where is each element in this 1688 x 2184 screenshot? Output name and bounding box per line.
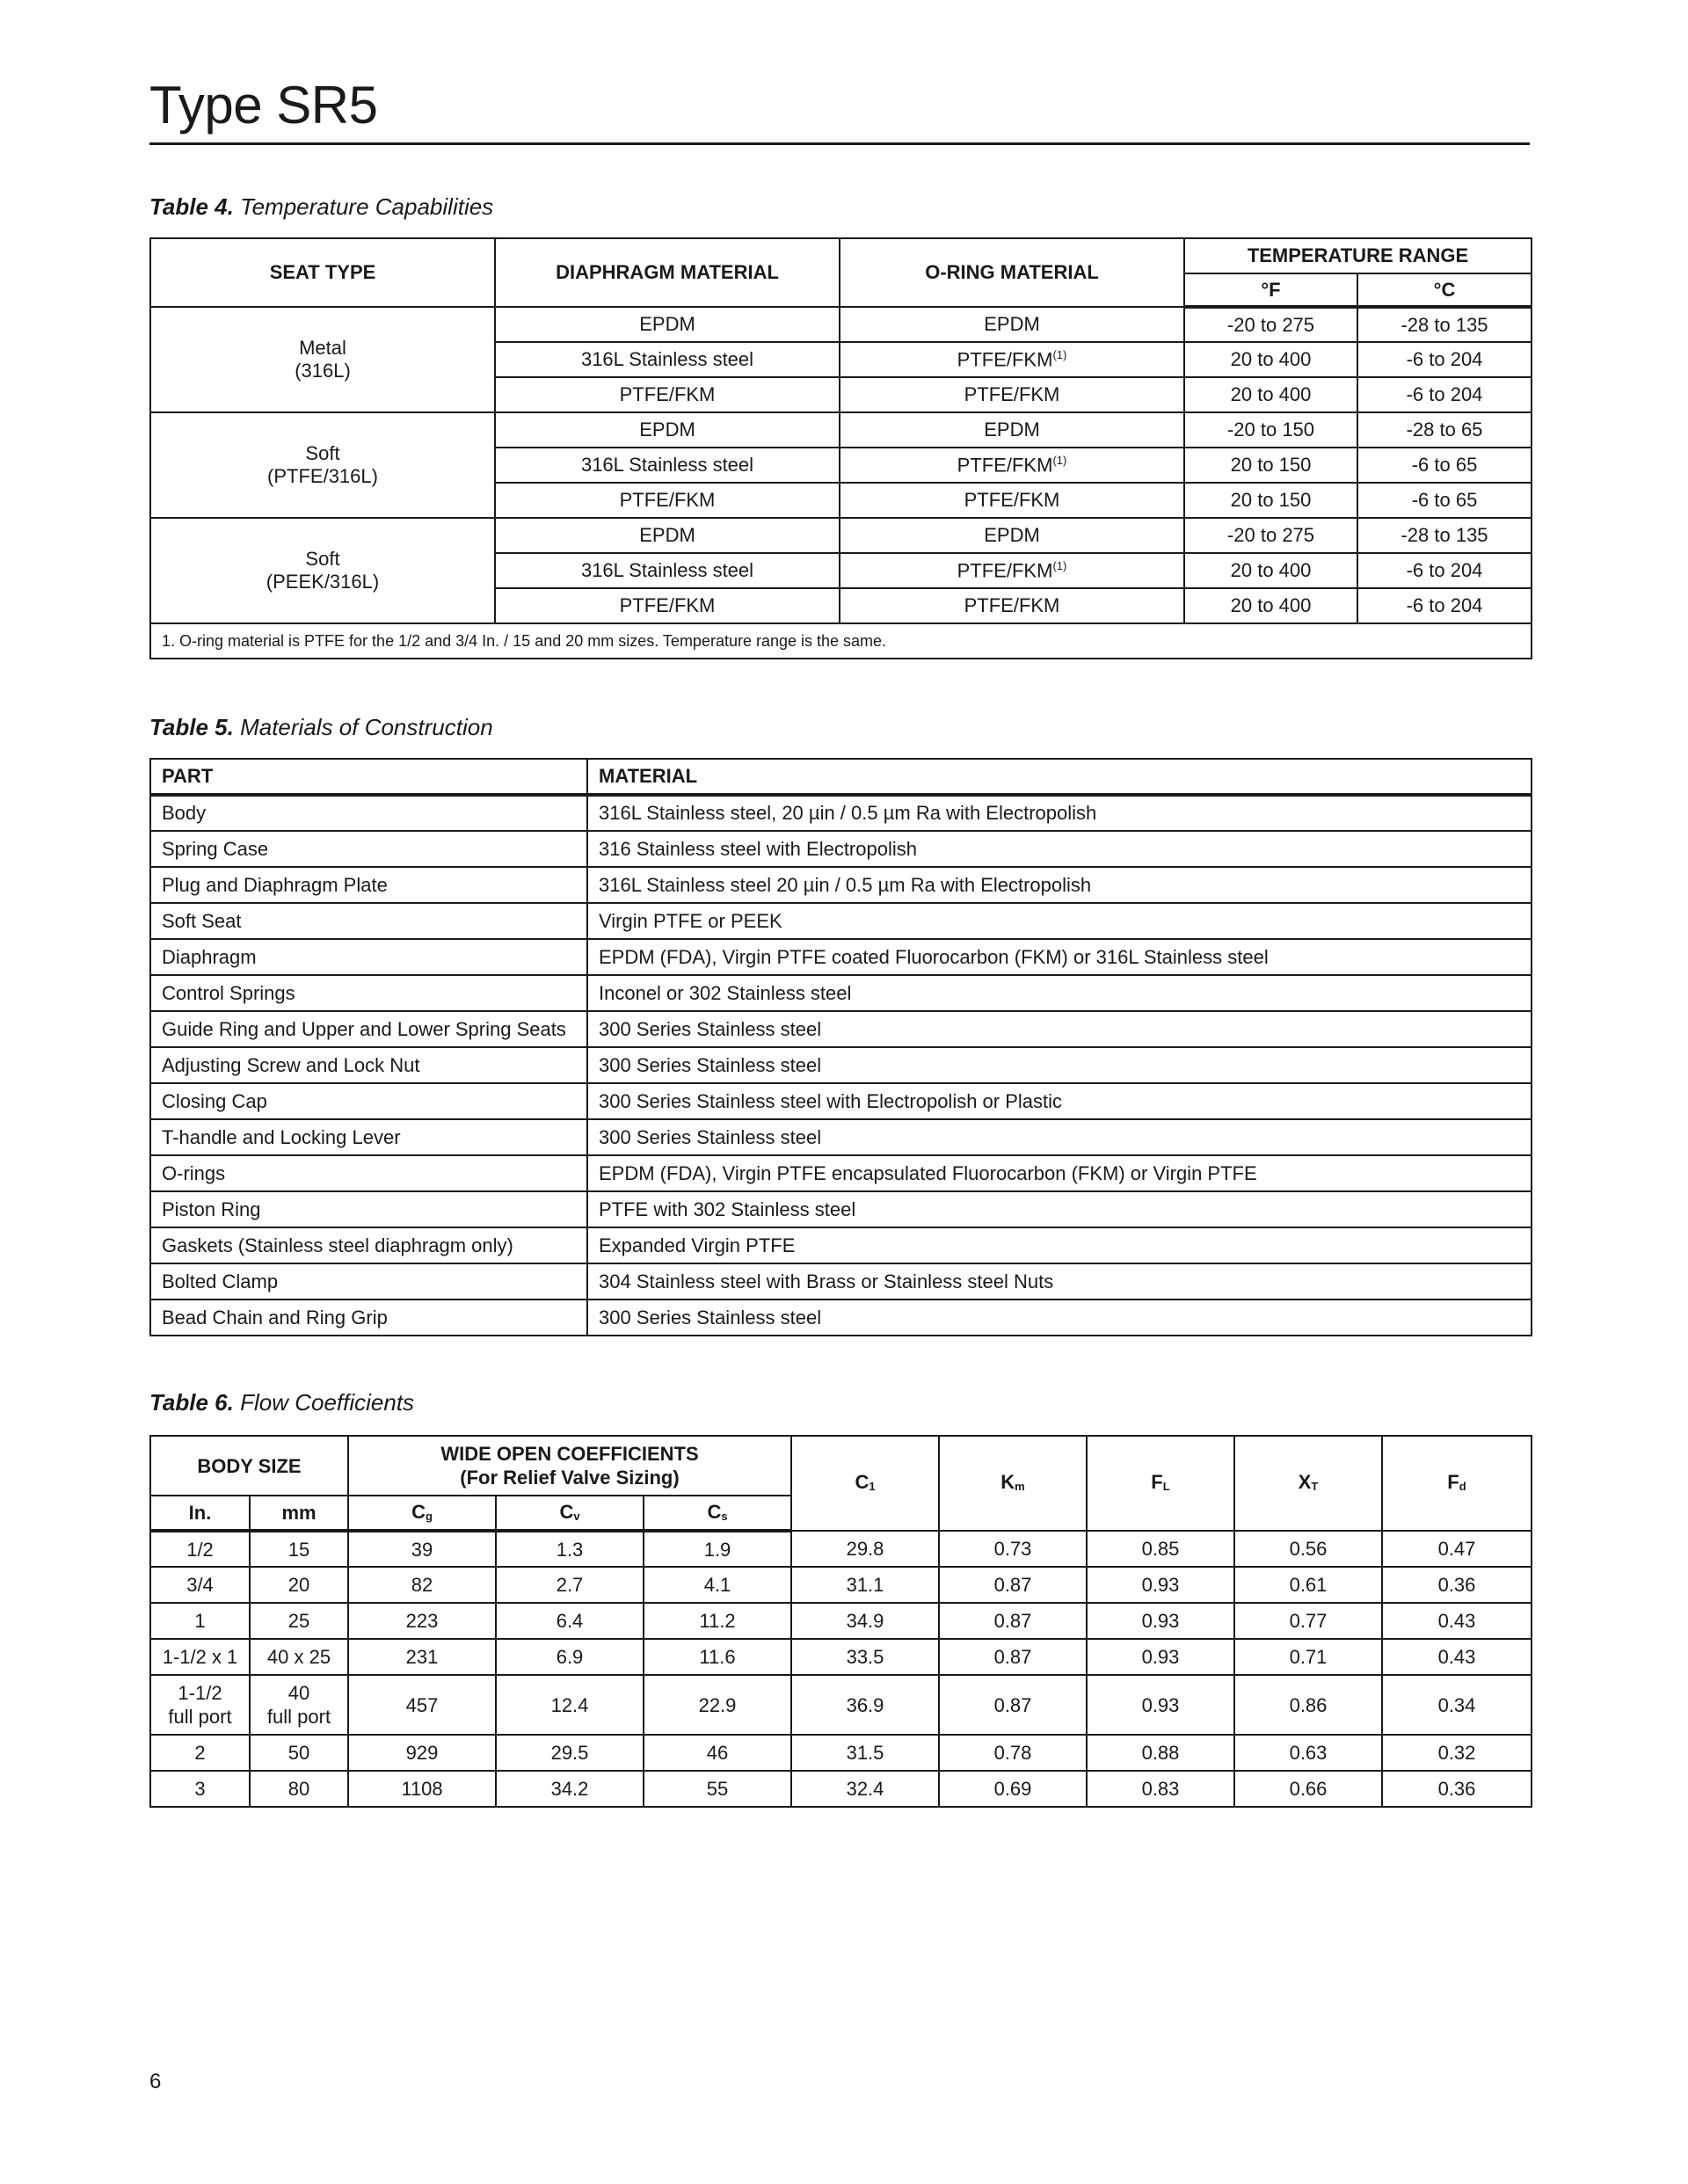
size-mm-line: 15 — [287, 1538, 310, 1561]
xt-cell: 0.71 — [1234, 1639, 1382, 1675]
table-row — [150, 1531, 1532, 1567]
size-in-cell — [150, 1735, 250, 1771]
size-in-line: 3 — [194, 1778, 206, 1800]
cs-cell: 22.9 — [644, 1675, 791, 1735]
cs-cell: 55 — [644, 1771, 791, 1807]
table-row — [150, 975, 1532, 1011]
header-temperature-range: TEMPERATURE RANGE — [1184, 238, 1532, 273]
part-cell: Guide Ring and Upper and Lower Spring Seats — [150, 1011, 587, 1047]
header-cg: $C_g$ — [348, 1496, 496, 1531]
xt-cell: 0.63 — [1234, 1735, 1382, 1771]
page-number: 6 — [149, 2070, 162, 2093]
part-cell: Diaphragm — [150, 939, 587, 975]
cv-cell: 12.4 — [496, 1675, 644, 1735]
temp-c-cell: -6 to 204 — [1357, 342, 1532, 377]
xt-cell: 0.86 — [1234, 1675, 1382, 1735]
part-cell: Control Springs — [150, 975, 587, 1011]
header-fl: $F_L$ — [1087, 1436, 1234, 1531]
oring-material-cell — [840, 483, 1184, 518]
oring-material: PTFE/FKM — [957, 454, 1053, 477]
material-cell: 300 Series Stainless steel — [587, 1011, 1532, 1047]
part-cell: T-handle and Locking Lever — [150, 1119, 587, 1155]
diaphragm-material-cell: 316L Stainless steel — [495, 553, 840, 588]
seat-type-line: (316L) — [295, 360, 351, 382]
header-km: $K_m$ — [939, 1436, 1087, 1531]
temp-c-cell: -6 to 204 — [1357, 377, 1532, 412]
size-in-cell — [150, 1603, 250, 1639]
table-row — [150, 831, 1532, 867]
seat-type-cell — [150, 412, 495, 518]
cs-cell: 11.6 — [644, 1639, 791, 1675]
header-in: In. — [150, 1496, 250, 1531]
header-material: MATERIAL — [587, 759, 1532, 795]
km-cell: 0.87 — [939, 1603, 1087, 1639]
header-body-size: BODY SIZE — [150, 1436, 348, 1496]
diaphragm-material-cell: PTFE/FKM — [495, 483, 840, 518]
header-c1: $C_1$ — [791, 1436, 939, 1531]
size-mm-line: 40 x 25 — [266, 1646, 331, 1668]
oring-material: PTFE/FKM — [957, 348, 1053, 371]
part-cell: Bead Chain and Ring Grip — [150, 1299, 587, 1336]
size-in-cell — [150, 1639, 250, 1675]
size-in-line: 1-1/2 — [178, 1682, 222, 1704]
size-mm-cell — [250, 1531, 348, 1567]
size-in-line: 2 — [194, 1742, 206, 1764]
km-cell: 0.73 — [939, 1531, 1087, 1567]
fl-cell: 0.93 — [1087, 1603, 1234, 1639]
cg-cell: 223 — [348, 1603, 496, 1639]
temp-c-cell: -6 to 65 — [1357, 483, 1532, 518]
oring-material: EPDM — [984, 313, 1040, 335]
size-in-line: full port — [168, 1706, 232, 1728]
temp-c-cell: -28 to 135 — [1357, 307, 1532, 342]
material-cell: 316 Stainless steel with Electropolish — [587, 831, 1532, 867]
diaphragm-material-cell: 316L Stainless steel — [495, 448, 840, 483]
table-row — [150, 903, 1532, 939]
footnote-row — [150, 623, 1532, 659]
material-cell: Expanded Virgin PTFE — [587, 1227, 1532, 1263]
temp-f-cell: -20 to 275 — [1184, 518, 1357, 553]
fl-cell: 0.85 — [1087, 1531, 1234, 1567]
seat-type-cell — [150, 307, 495, 412]
table-row — [150, 1675, 1532, 1735]
size-in-line: 1 — [194, 1610, 206, 1632]
table4-footnote: 1. O-ring material is PTFE for the 1/2 and 3/4 In. / 15 and 20 mm sizes. Temperature range is the same. — [150, 623, 1532, 659]
fl-cell: 0.93 — [1087, 1567, 1234, 1603]
xt-cell: 0.56 — [1234, 1531, 1382, 1567]
oring-material: PTFE/FKM — [957, 559, 1053, 582]
diaphragm-material-cell: EPDM — [495, 307, 840, 342]
oring-material: PTFE/FKM — [964, 489, 1060, 511]
size-mm-cell — [250, 1771, 348, 1807]
seat-type-line: (PTFE/316L) — [267, 465, 378, 487]
seat-type-line: (PEEK/316L) — [266, 571, 380, 593]
header-diaphragm-material: DIAPHRAGM MATERIAL — [495, 238, 840, 307]
diaphragm-material-cell: EPDM — [495, 518, 840, 553]
part-cell: Body — [150, 795, 587, 831]
table-row — [150, 1735, 1532, 1771]
table-row — [150, 1155, 1532, 1191]
oring-material-cell — [840, 448, 1184, 483]
table-row — [150, 518, 1532, 553]
header-celsius: °C — [1357, 273, 1532, 307]
fd-cell: 0.34 — [1382, 1675, 1532, 1735]
size-mm-cell — [250, 1567, 348, 1603]
temp-f-cell: 20 to 400 — [1184, 553, 1357, 588]
table-row — [150, 867, 1532, 903]
seat-type-line: Soft — [305, 442, 340, 464]
table-row — [150, 1263, 1532, 1299]
cv-cell: 2.7 — [496, 1567, 644, 1603]
km-cell: 0.87 — [939, 1639, 1087, 1675]
header-fd: $F_d$ — [1382, 1436, 1532, 1531]
table-row — [150, 307, 1532, 342]
part-cell: Bolted Clamp — [150, 1263, 587, 1299]
c1-cell: 32.4 — [791, 1771, 939, 1807]
oring-material: EPDM — [984, 419, 1040, 440]
table-row — [150, 1299, 1532, 1336]
header-cs: $C_s$ — [644, 1496, 791, 1531]
cs-cell: 11.2 — [644, 1603, 791, 1639]
cs-cell: 4.1 — [644, 1567, 791, 1603]
part-cell: O-rings — [150, 1155, 587, 1191]
km-cell: 0.78 — [939, 1735, 1087, 1771]
xt-cell: 0.66 — [1234, 1771, 1382, 1807]
oring-material-cell — [840, 412, 1184, 448]
fl-cell: 0.83 — [1087, 1771, 1234, 1807]
km-cell: 0.69 — [939, 1771, 1087, 1807]
material-cell: Virgin PTFE or PEEK — [587, 903, 1532, 939]
temperature-capabilities-table — [149, 237, 1532, 659]
material-cell: PTFE with 302 Stainless steel — [587, 1191, 1532, 1227]
header-cv: $C_v$ — [496, 1496, 644, 1531]
c1-cell: 31.1 — [791, 1567, 939, 1603]
fd-cell: 0.43 — [1382, 1639, 1532, 1675]
c1-cell: 31.5 — [791, 1735, 939, 1771]
oring-material: EPDM — [984, 524, 1040, 546]
c1-cell: 34.9 — [791, 1603, 939, 1639]
diaphragm-material-cell: 316L Stainless steel — [495, 342, 840, 377]
material-cell: 300 Series Stainless steel — [587, 1047, 1532, 1083]
header-wide-open-line2: (For Relief Valve Sizing) — [460, 1467, 680, 1489]
cv-cell: 29.5 — [496, 1735, 644, 1771]
cg-cell: 82 — [348, 1567, 496, 1603]
flow-coefficients-table — [149, 1435, 1532, 1808]
part-cell: Soft Seat — [150, 903, 587, 939]
material-cell: 300 Series Stainless steel with Electropolish or Plastic — [587, 1083, 1532, 1119]
part-cell: Closing Cap — [150, 1083, 587, 1119]
table-row — [150, 939, 1532, 975]
temp-c-cell: -28 to 135 — [1357, 518, 1532, 553]
part-cell: Piston Ring — [150, 1191, 587, 1227]
part-cell: Gaskets (Stainless steel diaphragm only) — [150, 1227, 587, 1263]
table-row — [150, 1227, 1532, 1263]
temp-f-cell: 20 to 150 — [1184, 448, 1357, 483]
cs-cell: 46 — [644, 1735, 791, 1771]
size-in-line: 1/2 — [186, 1538, 214, 1561]
table-row — [150, 1567, 1532, 1603]
seat-type-line: Soft — [305, 548, 340, 570]
header-wide-open-line1: WIDE OPEN COEFFICIENTS — [440, 1443, 699, 1465]
oring-material-cell — [840, 307, 1184, 342]
size-mm-cell — [250, 1639, 348, 1675]
part-cell: Spring Case — [150, 831, 587, 867]
material-cell: Inconel or 302 Stainless steel — [587, 975, 1532, 1011]
part-cell: Adjusting Screw and Lock Nut — [150, 1047, 587, 1083]
size-mm-line: 20 — [287, 1574, 310, 1596]
material-cell: 300 Series Stainless steel — [587, 1299, 1532, 1336]
km-cell: 0.87 — [939, 1675, 1087, 1735]
cg-cell: 457 — [348, 1675, 496, 1735]
temp-c-cell: -6 to 65 — [1357, 448, 1532, 483]
material-cell: EPDM (FDA), Virgin PTFE coated Fluorocarbon (FKM) or 316L Stainless steel — [587, 939, 1532, 975]
footnote-ref: (1) — [1052, 558, 1067, 572]
header-mm: mm — [250, 1496, 348, 1531]
table4-number: Table 4. — [149, 193, 234, 220]
size-mm-line: 25 — [287, 1610, 310, 1632]
table4-caption — [149, 193, 493, 220]
seat-type-cell — [150, 518, 495, 623]
size-mm-line: 50 — [287, 1742, 310, 1764]
table-row — [150, 1603, 1532, 1639]
table-row — [150, 1083, 1532, 1119]
size-mm-cell — [250, 1603, 348, 1639]
cg-cell: 1108 — [348, 1771, 496, 1807]
header-part: PART — [150, 759, 587, 795]
footnote-ref: (1) — [1052, 347, 1067, 361]
fl-cell: 0.88 — [1087, 1735, 1234, 1771]
material-cell: 316L Stainless steel 20 µin / 0.5 µm Ra with Electropolish — [587, 867, 1532, 903]
temp-f-cell: -20 to 150 — [1184, 412, 1357, 448]
material-cell: 304 Stainless steel with Brass or Stainless steel Nuts — [587, 1263, 1532, 1299]
part-cell: Plug and Diaphragm Plate — [150, 867, 587, 903]
table4-title: Temperature Capabilities — [240, 193, 494, 220]
size-in-line: 3/4 — [186, 1574, 214, 1596]
temp-f-cell: -20 to 275 — [1184, 307, 1357, 342]
page-header — [149, 77, 1530, 145]
table-row — [150, 412, 1532, 448]
fd-cell: 0.36 — [1382, 1567, 1532, 1603]
oring-material-cell — [840, 342, 1184, 377]
size-mm-cell — [250, 1675, 348, 1735]
cs-cell: 1.9 — [644, 1531, 791, 1567]
table-row — [150, 1119, 1532, 1155]
fl-cell: 0.93 — [1087, 1675, 1234, 1735]
header-xt: $X_T$ — [1234, 1436, 1382, 1531]
material-cell: 300 Series Stainless steel — [587, 1119, 1532, 1155]
cv-cell: 1.3 — [496, 1531, 644, 1567]
c1-cell: 36.9 — [791, 1675, 939, 1735]
cv-cell: 6.4 — [496, 1603, 644, 1639]
header-fahrenheit: °F — [1184, 273, 1357, 307]
table-row — [150, 1011, 1532, 1047]
temp-f-cell: 20 to 400 — [1184, 342, 1357, 377]
diaphragm-material-cell: EPDM — [495, 412, 840, 448]
fd-cell: 0.32 — [1382, 1735, 1532, 1771]
c1-cell: 29.8 — [791, 1531, 939, 1567]
cg-cell: 231 — [348, 1639, 496, 1675]
table6-caption — [149, 1389, 414, 1416]
table-row — [150, 795, 1532, 831]
table5-title: Materials of Construction — [240, 714, 493, 740]
km-cell: 0.87 — [939, 1567, 1087, 1603]
materials-of-construction-table — [149, 758, 1532, 1336]
size-in-cell — [150, 1771, 250, 1807]
table-row — [150, 1639, 1532, 1675]
oring-material-cell — [840, 377, 1184, 412]
size-in-cell — [150, 1531, 250, 1567]
temp-c-cell: -6 to 204 — [1357, 553, 1532, 588]
fd-cell: 0.47 — [1382, 1531, 1532, 1567]
material-cell: 316L Stainless steel, 20 µin / 0.5 µm Ra with Electropolish — [587, 795, 1532, 831]
oring-material-cell — [840, 553, 1184, 588]
header-seat-type: SEAT TYPE — [150, 238, 495, 307]
size-in-cell — [150, 1567, 250, 1603]
material-cell: EPDM (FDA), Virgin PTFE encapsulated Fluorocarbon (FKM) or Virgin PTFE — [587, 1155, 1532, 1191]
diaphragm-material-cell: PTFE/FKM — [495, 377, 840, 412]
fd-cell: 0.36 — [1382, 1771, 1532, 1807]
temp-f-cell: 20 to 400 — [1184, 377, 1357, 412]
size-in-cell — [150, 1675, 250, 1735]
xt-cell: 0.77 — [1234, 1603, 1382, 1639]
header-oring-material: O-RING MATERIAL — [840, 238, 1184, 307]
size-mm-line: 80 — [287, 1778, 310, 1800]
temp-f-cell: 20 to 150 — [1184, 483, 1357, 518]
seat-type-line: Metal — [299, 337, 346, 359]
temp-c-cell: -6 to 204 — [1357, 588, 1532, 623]
size-mm-line: 40 — [287, 1682, 310, 1704]
table5-number: Table 5. — [149, 714, 234, 740]
oring-material: PTFE/FKM — [964, 594, 1060, 616]
cg-cell: 39 — [348, 1531, 496, 1567]
size-mm-line: full port — [266, 1706, 331, 1728]
table5-caption — [149, 714, 493, 740]
table-row — [150, 1191, 1532, 1227]
table6-number: Table 6. — [149, 1389, 234, 1416]
size-in-line: 1-1/2 x 1 — [162, 1646, 238, 1668]
fd-cell: 0.43 — [1382, 1603, 1532, 1639]
diaphragm-material-cell: PTFE/FKM — [495, 588, 840, 623]
oring-material: PTFE/FKM — [964, 383, 1060, 405]
table-row — [150, 1771, 1532, 1807]
cv-cell: 34.2 — [496, 1771, 644, 1807]
header-wide-open-coefficients — [348, 1436, 791, 1496]
table6-title: Flow Coefficients — [240, 1389, 415, 1416]
temp-f-cell: 20 to 400 — [1184, 588, 1357, 623]
document-title: Type SR5 — [149, 76, 378, 135]
oring-material-cell — [840, 518, 1184, 553]
c1-cell: 33.5 — [791, 1639, 939, 1675]
oring-material-cell — [840, 588, 1184, 623]
fl-cell: 0.93 — [1087, 1639, 1234, 1675]
xt-cell: 0.61 — [1234, 1567, 1382, 1603]
size-mm-cell — [250, 1735, 348, 1771]
cg-cell: 929 — [348, 1735, 496, 1771]
cv-cell: 6.9 — [496, 1639, 644, 1675]
footnote-ref: (1) — [1052, 453, 1067, 467]
temp-c-cell: -28 to 65 — [1357, 412, 1532, 448]
table-row — [150, 1047, 1532, 1083]
